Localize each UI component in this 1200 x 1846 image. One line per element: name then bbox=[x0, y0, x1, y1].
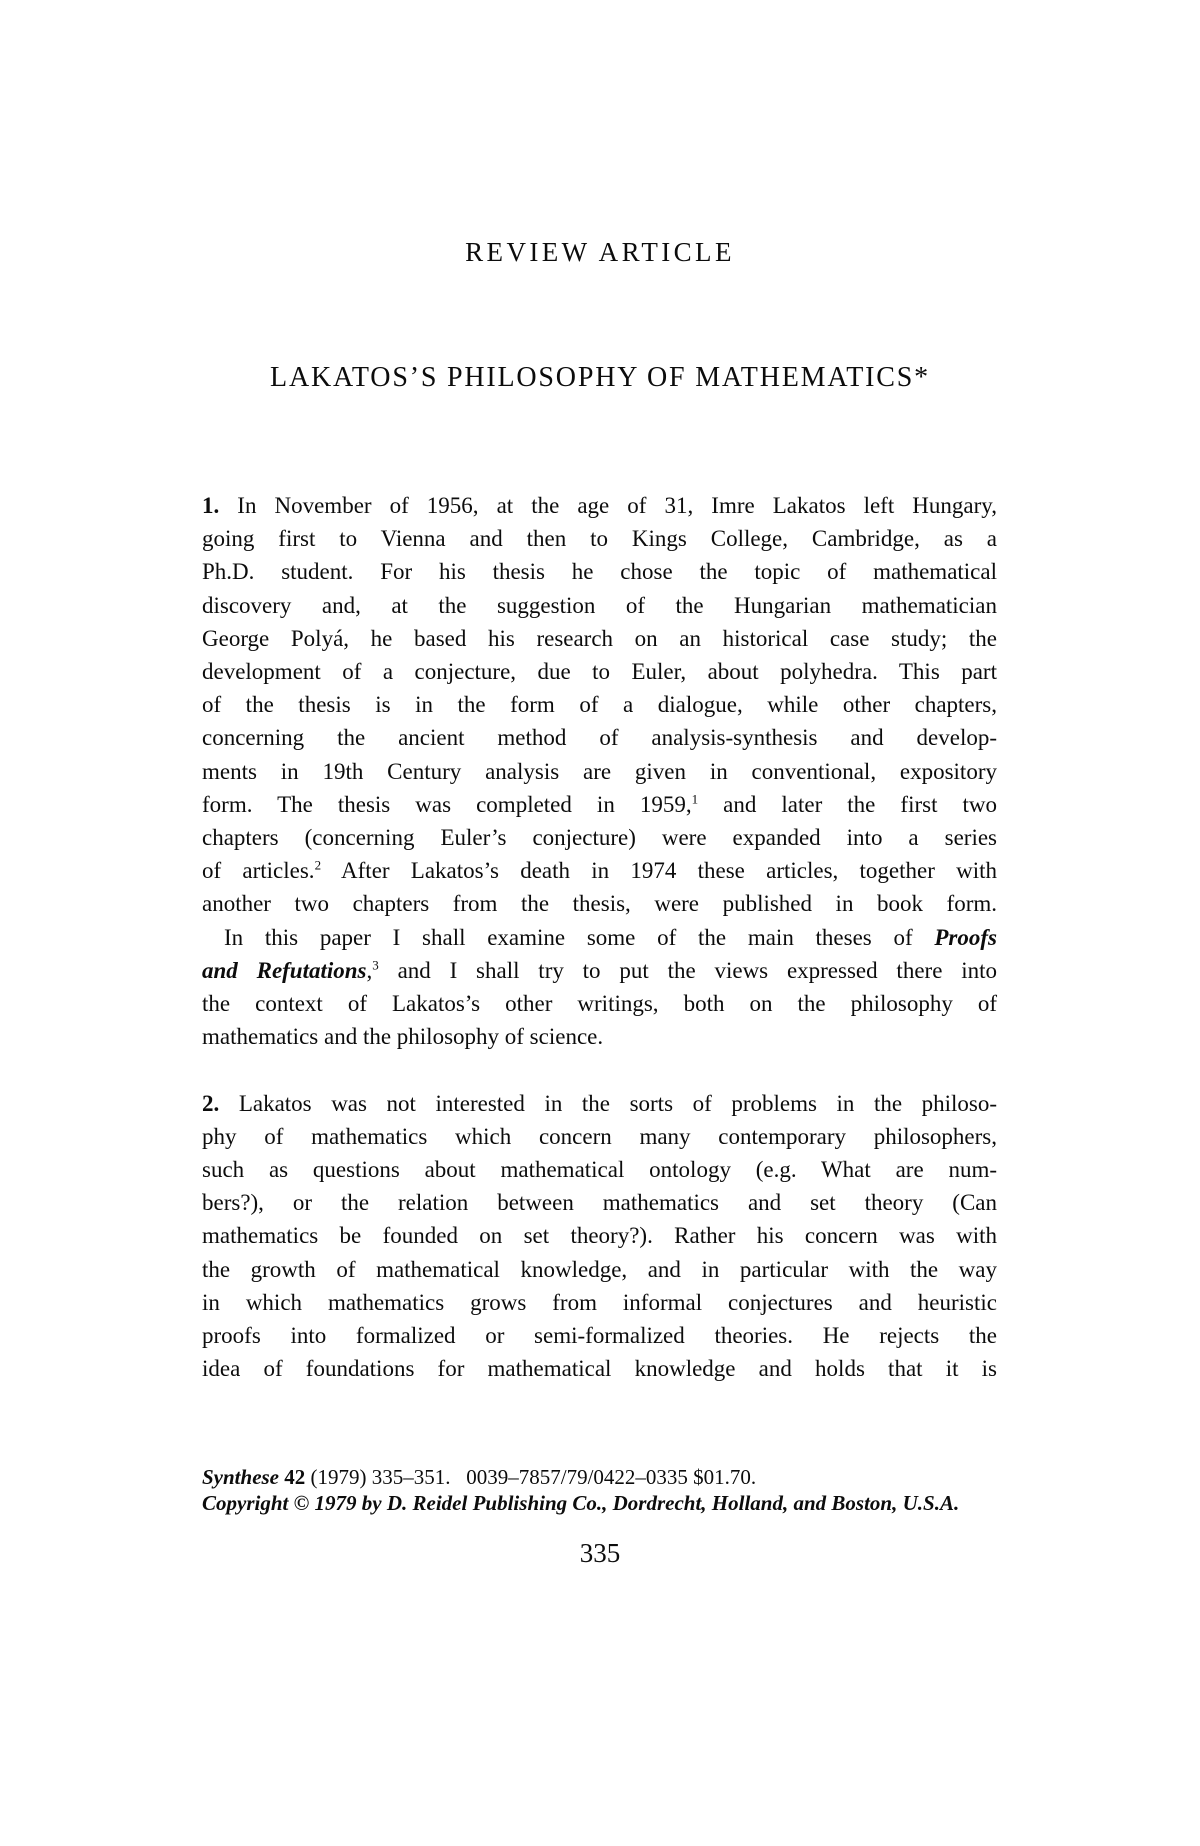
text-segment: such as questions about mathematical ontology (e.g. What are num- bbox=[202, 1157, 997, 1183]
body-text-line bbox=[202, 688, 997, 721]
text-segment: discovery and, at the suggestion of the Hungarian mathematician bbox=[202, 592, 997, 618]
text-segment: 3 bbox=[372, 957, 379, 973]
text-segment: and later the first two bbox=[698, 791, 997, 817]
text-segment: development of a conjecture, due to Euler, about polyhedra. This part bbox=[202, 659, 997, 685]
text-segment: and Refutations bbox=[202, 957, 367, 983]
text-segment: George Polyá, he based his research on an historical case study; the bbox=[202, 625, 997, 651]
body-text-line bbox=[202, 921, 997, 954]
page-number: 335 bbox=[579, 1538, 621, 1568]
body-text-line bbox=[202, 1286, 997, 1319]
paragraph bbox=[202, 1464, 1102, 1516]
text-segment: 1. bbox=[202, 493, 220, 518]
text-segment: proofs into formalized or semi-formalized theories. He rejects the bbox=[202, 1323, 997, 1349]
text-segment: mathematics and the philosophy of science. bbox=[202, 1024, 604, 1050]
body-text-line bbox=[202, 887, 997, 920]
body-text-line bbox=[202, 655, 997, 688]
text-segment: 42 bbox=[284, 1465, 306, 1489]
text-segment: In November of 1956, at the age of 31, Imre Lakatos left Hungary, bbox=[219, 493, 997, 518]
body-text-line bbox=[202, 954, 997, 987]
body-text-line bbox=[202, 788, 997, 821]
body-text-line bbox=[202, 1352, 997, 1385]
text-segment: the context of Lakatos’s other writings, both on the philosophy of bbox=[202, 991, 997, 1017]
article-body bbox=[202, 489, 997, 1385]
body-text-line bbox=[202, 489, 997, 522]
body-text-line bbox=[202, 1219, 997, 1252]
body-text-line bbox=[202, 1253, 997, 1286]
text-segment: another two chapters from the thesis, were published in book form. bbox=[202, 891, 997, 917]
text-segment: the growth of mathematical knowledge, and in particular with the way bbox=[202, 1256, 997, 1282]
imprint-line bbox=[202, 1464, 1102, 1490]
body-text-line bbox=[202, 821, 997, 854]
body-text-line bbox=[202, 854, 997, 887]
text-segment: bers?), or the relation between mathematics and set theory (Can bbox=[202, 1190, 997, 1216]
text-segment: Ph.D. student. For his thesis he chose the topic of mathematical bbox=[202, 559, 997, 585]
text-segment: Copyright © 1979 by D. Reidel Publishing Co., Dordrecht, Holland, and Boston, U.S.A. bbox=[202, 1491, 960, 1515]
text-segment: in which mathematics grows from informal conjectures and heuristic bbox=[202, 1289, 997, 1315]
imprint-line bbox=[202, 1490, 1102, 1516]
text-segment: , bbox=[366, 957, 373, 983]
article-title: LAKATOS’S PHILOSOPHY OF MATHEMATICS* bbox=[270, 362, 930, 393]
paragraph bbox=[202, 489, 997, 921]
body-text-line bbox=[202, 721, 997, 754]
text-segment: In this paper I shall examine some of the main theses of bbox=[224, 924, 935, 950]
body-text-line bbox=[202, 622, 997, 655]
text-segment: Lakatos was not interested in the sorts of problems in the philoso- bbox=[219, 1090, 997, 1116]
body-text-line bbox=[202, 1087, 997, 1120]
text-segment: and I shall try to put the views expressed there into bbox=[378, 957, 997, 983]
text-segment: of the thesis is in the form of a dialogue, while other chapters, bbox=[202, 692, 997, 718]
body-text-line bbox=[202, 522, 997, 555]
text-segment: After Lakatos’s death in 1974 these articles, together with bbox=[321, 858, 997, 884]
text-segment: phy of mathematics which concern many contemporary philosophers, bbox=[202, 1123, 997, 1149]
paragraph bbox=[202, 1087, 997, 1386]
body-text-line bbox=[202, 1153, 997, 1186]
body-text-line bbox=[202, 1020, 997, 1053]
body-text-line bbox=[202, 1120, 997, 1153]
body-text-line bbox=[202, 589, 997, 622]
text-segment: 2. bbox=[202, 1090, 220, 1116]
body-text-line bbox=[202, 1186, 997, 1219]
paragraph bbox=[202, 921, 997, 1054]
text-segment: of articles. bbox=[202, 858, 315, 884]
text-segment: Synthese bbox=[202, 1465, 280, 1489]
text-segment: Proofs bbox=[934, 924, 997, 950]
body-text-line bbox=[202, 555, 997, 588]
text-segment: ments in 19th Century analysis are given in conventional, expository bbox=[202, 758, 997, 784]
text-segment: (1979) 335–351. 0039–7857/79/0422–0335 $01.70. bbox=[305, 1465, 757, 1489]
text-segment: idea of foundations for mathematical knowledge and holds that it is bbox=[202, 1356, 997, 1382]
text-segment: form. The thesis was completed in 1959, bbox=[202, 791, 692, 817]
article-kicker: REVIEW ARTICLE bbox=[465, 237, 735, 267]
text-segment: mathematics be founded on set theory?). Rather his concern was with bbox=[202, 1223, 997, 1249]
text-segment: 1 bbox=[691, 791, 699, 807]
body-text-line bbox=[202, 755, 997, 788]
journal-imprint bbox=[202, 1464, 1102, 1516]
text-segment: chapters (concerning Euler’s conjecture) were expanded into a series bbox=[202, 825, 997, 851]
text-segment: 2 bbox=[314, 857, 322, 873]
body-text-line bbox=[202, 1319, 997, 1352]
text-segment: going first to Vienna and then to Kings College, Cambridge, as a bbox=[202, 526, 997, 552]
body-text-line bbox=[202, 987, 997, 1020]
text-segment: concerning the ancient method of analysis-synthesis and develop- bbox=[202, 725, 997, 751]
